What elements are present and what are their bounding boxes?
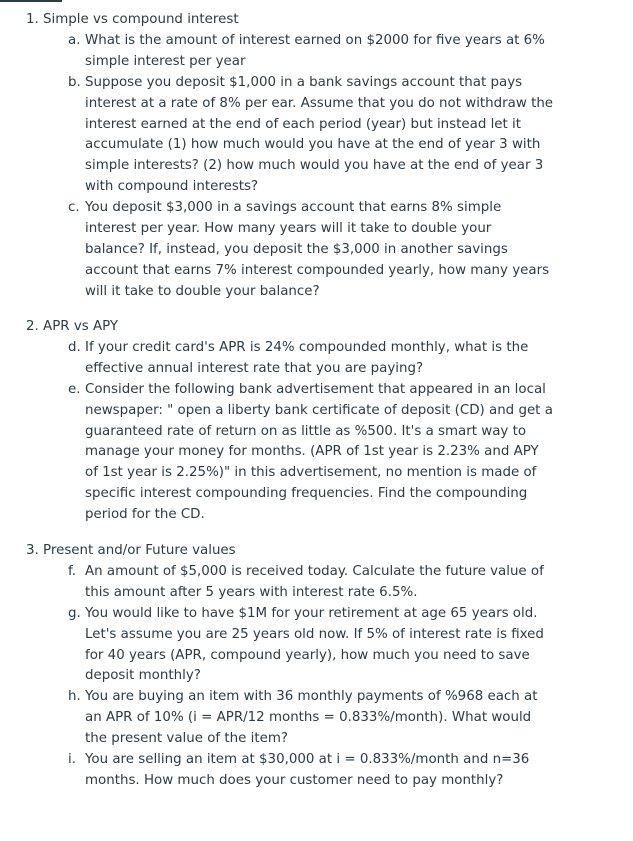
question-list xyxy=(26,338,616,526)
question-item xyxy=(26,338,616,380)
question-item xyxy=(26,562,616,604)
question-list xyxy=(26,562,616,792)
section-simple-vs-compound xyxy=(26,10,616,303)
question-text: You deposit $3,000 in a savings account that earns 8% simple interest per year. How many years will it take to double your balance? If, instead, you deposit the $3,000 in another savings account that earns 7% interest compounded yearly, how many years will it take to double your balance? xyxy=(85,200,550,299)
question-marker: e. xyxy=(68,381,81,397)
question-text: You would like to have $1M for your retirement at age 65 years old. Let's assume you are 25 years old now. If 5% of interest rate is fixed for 40 years (APR, compound yearly), how much you need to save deposit monthly? xyxy=(85,605,544,684)
question-text: What is the amount of interest earned on $2000 for five years at 6% simple interest per year xyxy=(85,32,545,69)
question-item xyxy=(26,380,616,526)
question-marker: i. xyxy=(68,752,76,768)
section-present-future-values xyxy=(26,541,616,792)
question-marker: h. xyxy=(68,689,81,705)
question-marker: c. xyxy=(68,200,80,216)
question-item xyxy=(26,750,616,792)
question-text: You are selling an item at $30,000 at i = 0.833%/month and n=36 months. How much does your customer need to pay monthly? xyxy=(85,752,530,788)
question-marker: d. xyxy=(68,339,81,355)
question-item xyxy=(26,604,616,688)
question-item xyxy=(26,73,616,198)
question-text: Consider the following bank advertisement that appeared in an local newspaper: " open a liberty bank certificate of deposit (CD) and get a guaranteed rate of return on as little as %500. It's a smart way to manage your money for months. (APR of 1st year is 2.23% and APY of 1st year is 2.25%)" in this advertisement, no mention is made of specific interest compounding frequencies. Find the compounding period for the CD. xyxy=(85,381,553,523)
question-text: Suppose you deposit $1,000 in a bank savings account that pays interest at a rate of 8% per ear. Assume that you do not withdraw the interest earned at the end of each period (year) but instead let it accumulate (1) how much would you have at the end of year 3 with simple interests? (2) how much would you have at the end of year 3 with compound interests? xyxy=(85,74,554,195)
top-divider xyxy=(0,0,62,2)
section-apr-vs-apy xyxy=(26,317,616,526)
question-item xyxy=(26,687,616,750)
question-item xyxy=(26,198,616,303)
question-marker: g. xyxy=(68,605,81,621)
question-marker: b. xyxy=(68,74,81,90)
section-title: 3. Present and/or Future values xyxy=(26,543,236,558)
question-marker: f. xyxy=(68,563,76,579)
section-title: 2. APR vs APY xyxy=(26,319,119,334)
section-title: 1. Simple vs compound interest xyxy=(26,12,239,27)
question-text: If your credit card's APR is 24% compounded monthly, what is the effective annual interest rate that you are paying? xyxy=(85,339,529,376)
question-list xyxy=(26,31,616,303)
question-text: You are buying an item with 36 monthly payments of %968 each at an APR of 10% (i = APR/12 months = 0.833%/month). What would the present value of the item? xyxy=(85,689,538,747)
question-item xyxy=(26,31,616,73)
question-marker: a. xyxy=(68,32,81,48)
question-text: An amount of $5,000 is received today. Calculate the future value of this amount after 5 years with interest rate 6.5%. xyxy=(85,563,544,600)
